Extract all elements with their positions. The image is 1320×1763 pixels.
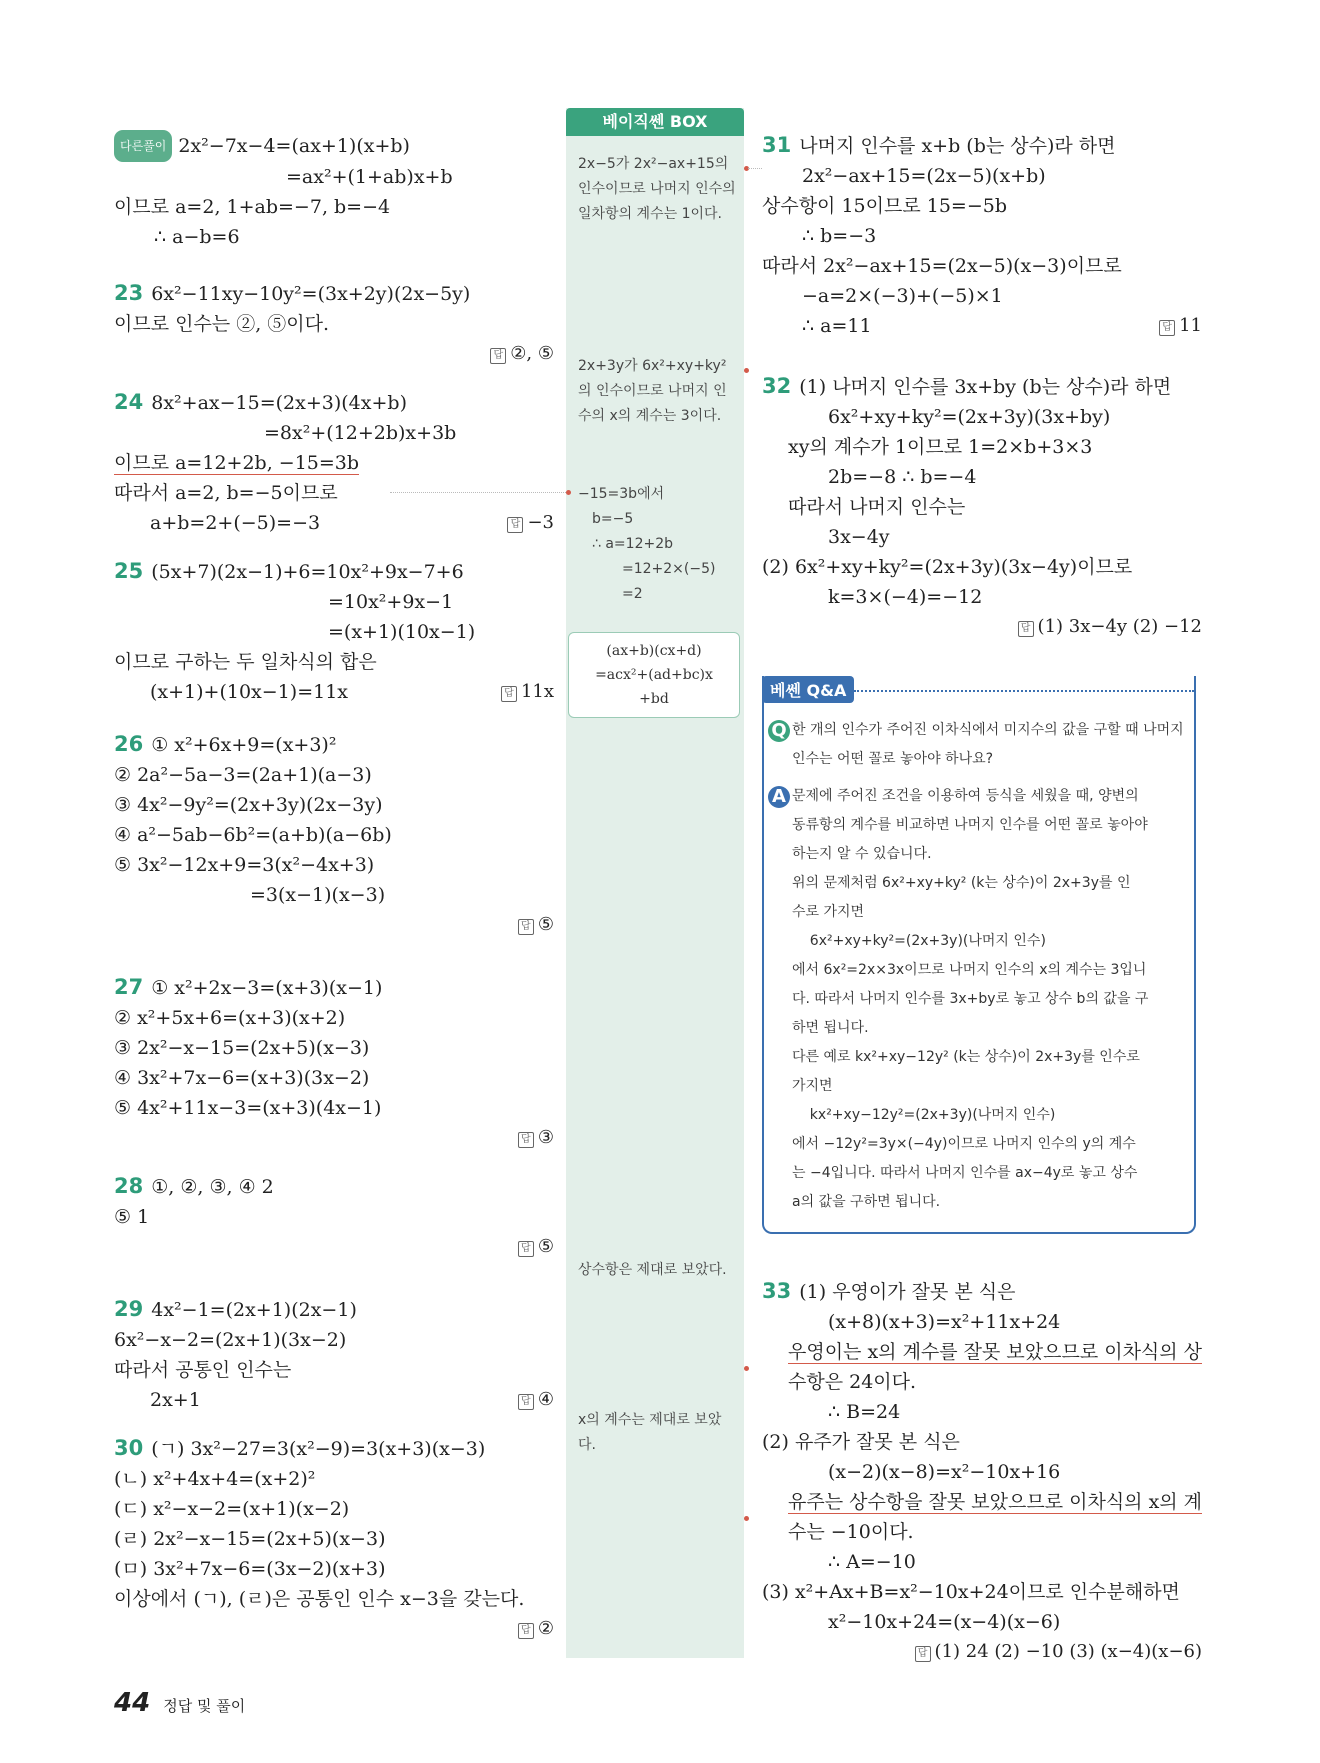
- text-line: (5x+7)(2x−1)+6=10x²+9x−7+6: [151, 561, 464, 583]
- problem-number: 26: [114, 732, 144, 756]
- answer-text: −3: [527, 512, 554, 533]
- problem-number: 28: [114, 1174, 144, 1198]
- text-line: (x+1)+(10x−1)=11x: [150, 681, 349, 703]
- answer-text: (1) 24 (2) −10 (3) (x−4)(x−6): [934, 1641, 1202, 1662]
- answer-line: [114, 1123, 554, 1153]
- problem-26: [114, 729, 554, 760]
- text-line: ⑤ 1: [114, 1206, 150, 1228]
- left-column: [114, 130, 554, 1644]
- text-line: (ㄱ) 3x²−27=3(x²−9)=3(x+3)(x−3): [151, 1438, 486, 1460]
- text-line: (2) 유주가 잘못 본 식은: [762, 1431, 960, 1453]
- text-line: ⑤ 4x²+11x−3=(x+3)(4x−1): [114, 1097, 382, 1119]
- qa-line: 동류항의 계수를 비교하면 나머지 인수를 어떤 꼴로 놓아야: [792, 817, 1148, 833]
- text-line: 6x²−x−2=(2x+1)(3x−2): [114, 1329, 347, 1351]
- side-note-24: [578, 482, 736, 607]
- problem-31: [762, 130, 1202, 161]
- text-line: (3) x²+Ax+B=x²−10x+24이므로 인수분해하면: [762, 1581, 1180, 1603]
- answer-line: [114, 910, 554, 940]
- answer-text: 11: [1179, 315, 1202, 336]
- text-line: 이므로 인수는 ②, ⑤이다.: [114, 313, 330, 335]
- text-line: 2x²−7x−4=(ax+1)(x+b): [178, 135, 410, 157]
- text-line: 따라서 나머지 인수는: [788, 496, 966, 518]
- qa-line: 하는지 알 수 있습니다.: [792, 846, 932, 862]
- underlined-text: 이므로 a=12+2b, −15=3b: [114, 452, 360, 474]
- text-line: ∴ b=−3: [802, 225, 877, 247]
- qa-answer: [792, 782, 1187, 1217]
- answer: [518, 1123, 554, 1153]
- answer: [501, 677, 554, 707]
- text-line: 2b=−8 ∴ b=−4: [828, 466, 977, 488]
- text-line: 따라서 a=2, b=−5이므로: [114, 482, 338, 504]
- qa-line: 다. 따라서 나머지 인수를 3x+by로 놓고 상수 b의 값을 구: [792, 991, 1149, 1007]
- answer-mark-icon: 답: [507, 517, 523, 533]
- text-line: 상수항이 15이므로 15=−5b: [762, 195, 1008, 217]
- note-line: =12+2×(−5): [622, 561, 716, 577]
- answer-line: [114, 1614, 554, 1644]
- text-line: a+b=2+(−5)=−3: [150, 512, 321, 534]
- answer-text: ⑤: [537, 914, 554, 935]
- qa-line: 는 −4입니다. 따라서 나머지 인수를 ax−4y로 놓고 상수: [792, 1165, 1138, 1181]
- text-line: (ㄷ) x²−x−2=(x+1)(x−2): [114, 1498, 350, 1520]
- connector-dot: [744, 1366, 749, 1371]
- formula-line: =acx²+(ad+bc)x: [595, 667, 713, 683]
- connector-dot: [744, 1516, 749, 1521]
- page-number: 44: [114, 1688, 151, 1718]
- question-icon: Q: [768, 720, 790, 742]
- answer: [1018, 612, 1202, 642]
- text-line: 6x²+xy+ky²=(2x+3y)(3x+by): [828, 406, 1111, 428]
- answer-text: ②: [537, 1618, 554, 1639]
- answer: [518, 1232, 554, 1262]
- text-line: xy의 계수가 1이므로 1=2×b+3×3: [788, 436, 1093, 458]
- answer-text: (1) 3x−4y (2) −12: [1037, 616, 1202, 637]
- text-line: ① x²+2x−3=(x+3)(x−1): [151, 977, 383, 999]
- qa-line: 하면 됩니다.: [792, 1020, 869, 1036]
- text-line: ② x²+5x+6=(x+3)(x+2): [114, 1007, 346, 1029]
- qa-content: [762, 716, 1202, 1226]
- answer-text: ⑤: [537, 1236, 554, 1257]
- qa-line: a의 값을 구하면 됩니다.: [792, 1194, 941, 1210]
- answer-line: [114, 1232, 554, 1262]
- qa-logo: 베쎈 Q&A: [762, 676, 854, 703]
- text-line: −a=2×(−3)+(−5)×1: [802, 285, 1003, 307]
- text-line: =(x+1)(10x−1): [328, 621, 476, 643]
- text-line: ③ 4x²−9y²=(2x+3y)(2x−3y): [114, 794, 383, 816]
- problem-28: [114, 1171, 554, 1202]
- text-line: 나머지 인수를 x+b (b는 상수)라 하면: [799, 135, 1116, 157]
- note-line: ∴ a=12+2b: [592, 536, 674, 552]
- text-line: =ax²+(1+ab)x+b: [286, 166, 453, 188]
- qa-line: kx²+xy−12y²=(2x+3y)(나머지 인수): [792, 1107, 1056, 1123]
- answer: [915, 1637, 1202, 1667]
- text-line: 이므로 구하는 두 일차식의 합은: [114, 651, 377, 673]
- answer-mark-icon: 답: [518, 1132, 534, 1148]
- answer-mark-icon: 답: [518, 1394, 534, 1410]
- right-column: [762, 130, 1202, 642]
- text-line: [114, 1385, 554, 1415]
- qa-line: 에서 −12y²=3y×(−4y)이므로 나머지 인수의 y의 계수: [792, 1136, 1136, 1152]
- problem-number: 31: [762, 133, 792, 157]
- side-note-33-1: 상수항은 제대로 보았다.: [578, 1262, 727, 1278]
- qa-line: 에서 6x²=2x×3x이므로 나머지 인수의 x의 계수는 3입니: [792, 962, 1147, 978]
- text-line: (1) 나머지 인수를 3x+by (b는 상수)라 하면: [799, 376, 1172, 398]
- qa-line: 위의 문제처럼 6x²+xy+ky² (k는 상수)이 2x+3y를 인: [792, 875, 1131, 891]
- answer-mark-icon: 답: [1159, 320, 1175, 336]
- answer-mark-icon: 답: [518, 1623, 534, 1639]
- text-line: ∴ a−b=6: [154, 226, 240, 248]
- text-line: (x+8)(x+3)=x²+11x+24: [828, 1311, 1061, 1333]
- text-line: ∴ A=−10: [828, 1551, 916, 1573]
- connector-line: [748, 168, 762, 169]
- answer: [518, 1614, 554, 1644]
- problem-25: [114, 556, 554, 587]
- qa-line: 가지면: [792, 1078, 833, 1094]
- answer-mark-icon: 답: [518, 919, 534, 935]
- problem-23: [114, 278, 554, 309]
- text-line: =3(x−1)(x−3): [250, 884, 386, 906]
- formula-box: [568, 632, 740, 718]
- basic-box-title: 베이직쎈 BOX: [566, 108, 744, 136]
- answer-text: ④: [537, 1389, 554, 1410]
- text-line: [762, 1487, 1202, 1517]
- qa-line: 수로 가지면: [792, 904, 865, 920]
- connector-dot: [566, 490, 571, 495]
- text-line: (1) 우영이가 잘못 본 식은: [799, 1281, 1016, 1303]
- qa-line: 문제에 주어진 조건을 이용하여 등식을 세웠을 때, 양변의: [792, 788, 1139, 804]
- note-line: b=−5: [592, 511, 634, 527]
- answer-line: [762, 612, 1202, 642]
- underlined-text: 유주는 상수항을 잘못 보았으므로 이차식의 x의 계: [788, 1491, 1203, 1513]
- answer-mark-icon: 답: [501, 686, 517, 702]
- text-line: 수는 −10이다.: [788, 1521, 914, 1543]
- text-line: [762, 311, 1202, 341]
- answer: [1159, 311, 1202, 341]
- note-line: =2: [622, 586, 643, 602]
- basic-box-column: [566, 108, 744, 1658]
- side-note-32: 2x+3y가 6x²+xy+ky²의 인수이므로 나머지 인수의 x의 계수는 3이다.: [578, 358, 727, 424]
- problem-number: 33: [762, 1279, 792, 1303]
- text-line: 4x²−1=(2x+1)(2x−1): [151, 1299, 357, 1321]
- text-line: 따라서 공통인 인수는: [114, 1359, 292, 1381]
- text-line: (2) 6x²+xy+ky²=(2x+3y)(3x−4y)이므로: [762, 556, 1133, 578]
- problem-number: 24: [114, 390, 144, 414]
- footer-label: 정답 및 풀이: [163, 1697, 246, 1715]
- text-line: ④ a²−5ab−6b²=(a+b)(a−6b): [114, 824, 392, 846]
- text-line: [114, 448, 554, 478]
- text-line: x²−10x+24=(x−4)(x−6): [828, 1611, 1061, 1633]
- underlined-text: 우영이는 x의 계수를 잘못 보았으므로 이차식의 상: [788, 1341, 1203, 1363]
- problem-33-head: [762, 1276, 1202, 1307]
- side-note-31: 2x−5가 2x²−ax+15의 인수이므로 나머지 인수의 일차항의 계수는 1이다.: [578, 156, 736, 222]
- formula-line: +bd: [639, 691, 669, 707]
- problem-24: [114, 387, 554, 418]
- text-line: =10x²+9x−1: [328, 591, 454, 613]
- problem-number: 23: [114, 281, 144, 305]
- answer-text: ②, ⑤: [510, 343, 554, 364]
- problem-number: 27: [114, 975, 144, 999]
- text-line: ④ 3x²+7x−6=(x+3)(3x−2): [114, 1067, 370, 1089]
- connector-line: [390, 492, 566, 493]
- problem-33: [762, 1276, 1202, 1667]
- answer-mark-icon: 답: [490, 348, 506, 364]
- text-line: [762, 1337, 1202, 1367]
- text-line: (ㄹ) 2x²−x−15=(2x+5)(x−3): [114, 1528, 386, 1550]
- text-line: ① x²+6x+9=(x+3)²: [151, 734, 337, 756]
- side-note-33-2: x의 계수는 제대로 보았다.: [578, 1412, 722, 1453]
- problem-number: 32: [762, 374, 792, 398]
- answer-mark-icon: 답: [518, 1241, 534, 1257]
- text-line: ② 2a²−5a−3=(2a+1)(a−3): [114, 764, 372, 786]
- text-line: 6x²−11xy−10y²=(3x+2y)(2x−5y): [151, 283, 471, 305]
- qa-line: 6x²+xy+ky²=(2x+3y)(나머지 인수): [792, 933, 1046, 949]
- problem-29: [114, 1294, 554, 1325]
- text-line: 수항은 24이다.: [788, 1371, 917, 1393]
- text-line: ⑤ 3x²−12x+9=3(x²−4x+3): [114, 854, 375, 876]
- problem-30: [114, 1433, 554, 1464]
- text-line: 이상에서 (ㄱ), (ㄹ)은 공통인 인수 x−3을 갖는다.: [114, 1588, 525, 1610]
- text-line: ①, ②, ③, ④ 2: [151, 1176, 274, 1198]
- text-line: (ㄴ) x²+4x+4=(x+2)²: [114, 1468, 316, 1490]
- text-line: ∴ B=24: [828, 1401, 901, 1423]
- text-line: 2x²−ax+15=(2x−5)(x+b): [802, 165, 1046, 187]
- alt-solution-line: [114, 130, 554, 162]
- text-line: [114, 508, 554, 538]
- text-line: k=3×(−4)=−12: [828, 586, 983, 608]
- connector-dot: [744, 368, 749, 373]
- text-line: (ㅁ) 3x²+7x−6=(3x−2)(x+3): [114, 1558, 386, 1580]
- page-footer: [114, 1688, 245, 1718]
- answer: [518, 1385, 554, 1415]
- answer-text: ③: [537, 1127, 554, 1148]
- problem-number: 30: [114, 1436, 144, 1460]
- qa-line: 다른 예로 kx²+xy−12y² (k는 상수)이 2x+3y를 인수로: [792, 1049, 1140, 1065]
- answer: [518, 910, 554, 940]
- text-line: ∴ a=11: [802, 315, 872, 337]
- text-line: 따라서 2x²−ax+15=(2x−5)(x−3)이므로: [762, 255, 1122, 277]
- text-line: (x−2)(x−8)=x²−10x+16: [828, 1461, 1061, 1483]
- formula-line: (ax+b)(cx+d): [606, 643, 702, 659]
- answer-mark-icon: 답: [915, 1646, 931, 1662]
- answer-line: [114, 339, 554, 369]
- qa-question: 한 개의 인수가 주어진 이차식에서 미지수의 값을 구할 때 나머지 인수는 어떤 꼴로 놓아야 하나요?: [792, 722, 1184, 767]
- text-line: 2x+1: [150, 1389, 201, 1411]
- text-line: 이므로 a=2, 1+ab=−7, b=−4: [114, 196, 391, 218]
- problem-number: 25: [114, 559, 144, 583]
- alt-solution-tag: 다른풀이: [114, 130, 172, 162]
- text-line: =8x²+(12+2b)x+3b: [264, 422, 457, 444]
- answer: [507, 508, 554, 538]
- answer: [490, 339, 554, 369]
- problem-32: [762, 371, 1202, 402]
- answer-mark-icon: 답: [1018, 621, 1034, 637]
- text-line: [114, 677, 554, 707]
- note-line: −15=3b에서: [578, 486, 665, 502]
- qa-header: [762, 676, 1202, 706]
- problem-27: [114, 972, 554, 1003]
- problem-number: 29: [114, 1297, 144, 1321]
- text-line: ③ 2x²−x−15=(2x+5)(x−3): [114, 1037, 370, 1059]
- answer-text: 11x: [520, 681, 554, 702]
- answer-icon: A: [768, 786, 790, 808]
- text-line: 3x−4y: [828, 526, 890, 548]
- qa-divider: [854, 690, 1194, 692]
- answer-line: [762, 1637, 1202, 1667]
- text-line: 8x²+ax−15=(2x+3)(4x+b): [151, 392, 407, 414]
